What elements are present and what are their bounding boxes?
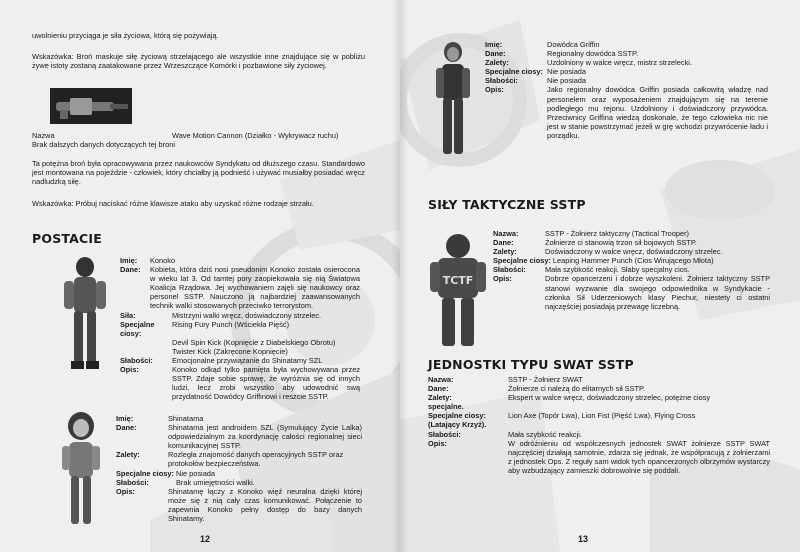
konoko-move-2: Devil Spin Kick (Kopnięcie z Diabelskiego Obrotu) (172, 337, 336, 347)
page-number-left: 12 (200, 534, 211, 544)
konoko-name-row: Imię: Konoko (120, 256, 176, 265)
intro-text: uwolnieniu przyciąga je siła życiowa, którą się pożywiają. (32, 31, 219, 40)
swat-moves-row: Specjalne ciosy: Lion Axe (Topór Lwa), Lion Fist (Pięść Lwa), Flying Cross (428, 411, 696, 421)
konoko-weakness-row: Słabości: Emocjonalne przywiązanie do Shinatamy SZL (120, 356, 323, 366)
trooper-info (493, 229, 770, 311)
weapon-name-label: Nazwa (32, 131, 55, 140)
griffin-desc-row: Opis: Jako regionalny dowódca Griffin posiada całkowitą władzę nad personelem oraz wyposażeniem znajdującym się na terenie podległego mu rejonu. Uzdolniony i doświadczony przywódca. Przeciwnicy Griffina wiedzą doskonale, że tego człowieka nic nie jest w stanie powstrzymać jeżeli w grę wchodzi przywrócenie ładu i porządku. (485, 85, 768, 140)
konoko-data-row: Dane: Kobieta, która dziś nosi pseudonim Konoko została osierocona w wieku lat 3. Od tamtej pory zaopiekowała się nią Światowa Koalicja Rządowa. Jej wychowaniem zajęli się naukowcy oraz personel SSTP. Nauczono ją najbardziej zaawansowanych technik walki stosowanych przeciwko terrorystom. (120, 265, 360, 311)
konoko-desc-row: Opis: Konoko odkąd tylko pamięta była wychowywana przez SSTP. Zdaje sobie sprawę, że wyróżnia się od innych ludzi, lecz zrobi wszystko aby udowodnić swą przydatność Dowódcy Griffinowi i reszcie SSTP. (120, 365, 360, 402)
weapon-info (32, 131, 372, 149)
swat-moves-row-cont: (Latający Krzyż). (428, 420, 487, 430)
konoko-move-3: Twister Kick (Zakręcone Kopnięcie) (172, 346, 288, 356)
section-title-characters: POSTACIE (32, 231, 102, 246)
griffin-data-row: Dane: Regionalny dowódca SSTP. (485, 49, 639, 59)
swat-desc-row: Opis: W odróżnieniu od współczesnych jednostek SWAT żołnierze SSTP SWAT najczęściej działają samotnie, zdarza się jednak, że współpracują z żołnierzami z jednostek Ops. Z reguły sam widok tych opancerzonych olbrzymów wystarczy aby wzbudzający zamieszki dobrowolnie się poddali. (428, 438, 770, 475)
swat-data-row: Dane: Żołnierze ci należą do elitarnych sił SSTP. (428, 384, 646, 394)
trooper-data-row: Dane: Żołnierze ci stanowią trzon sił bojowych SSTP. (493, 238, 697, 248)
trooper-pros-row: Zalety: Doświadczony w walce wręcz, doświadczony strzelec. (493, 247, 723, 257)
griffin-portrait (428, 40, 478, 160)
book-gutter (392, 0, 408, 552)
shinatama-moves-row: Specjalne ciosy: Nie posiada (116, 468, 216, 478)
trooper-name-row: Nazwa: SSTP - Żołnierz taktyczny (Tactical Trooper) (493, 229, 690, 238)
weapon-no-data: Brak dalszych danych dotyczących tej broni (32, 140, 175, 150)
shinatama-info (116, 414, 362, 523)
shinatama-data-row: Dane: Shinatama jest androidem SZL (Symulujący Życie Lalka) odpowiedzialnym za koordynację całości regionalnej sieci komunikacyjnej SSTP. (116, 423, 362, 451)
trooper-weakness-row: Słabości: Mała szybkość reakcji. Słaby specjalny cios. (493, 265, 690, 275)
section-title-swat: JEDNOSTKI TYPU SWAT SSTP (428, 357, 634, 372)
shinatama-desc-row: Opis: Shinatamę łączy z Konoko więź neuralna dzięki której może się z nią cały czas komunikować. Połączenie to zapewnia Konoko pełny dostęp do bazy danych Shinatamy. (116, 486, 362, 524)
page-number-right: 13 (578, 534, 589, 544)
griffin-moves-row: Specjalne ciosy: Nie posiada (485, 67, 587, 77)
hint-text-2: Wskazówka: Próbuj naciskać różne klawisze ataku aby uzyskać różne rodzaje strzału. (32, 199, 314, 208)
shinatama-portrait (56, 410, 106, 530)
swat-pros-row-cont: specjalne. (428, 402, 464, 412)
swat-name-row: Nazwa: SSTP - Żołnierz SWAT (428, 375, 583, 384)
shinatama-weakness-row: Słabości: Brak umiejętności walki. (116, 477, 255, 487)
konoko-info (120, 256, 360, 402)
weapon-description: Ta potężna broń była opracowywana przez naukowców Syndykatu od dłuższego czasu. Standardowo jest montowana na pojeździe - człowiek, który chciałby ją podnieść i używać musiałby posiadać wręcz nadludzką siłę. (32, 159, 365, 187)
shinatama-name-row: Imię: Shinatama (116, 414, 204, 423)
konoko-portrait (56, 255, 114, 373)
trooper-desc-row: Opis: Dobrze opancerzeni i dobrze wyszkoleni. Żołnierz taktyczny SSTP stanowi wyzwanie dla swojego odpowiednika w Syndykacie - członka Sił Uderzeniowych klasy Piechur, niestety ci ostatni najczęściej posiadają przewagę liczebną. (493, 274, 770, 311)
konoko-moves-row: Specjalne ciosy: Rising Fury Punch (Wściekła Pięść) (120, 319, 290, 338)
griffin-weakness-row: Słabości: Nie posiada (485, 76, 587, 86)
griffin-pros-row: Zalety: Uzdolniony w walce wręcz, mistrz strzelecki. (485, 58, 692, 68)
trooper-vest-text: TCTF (442, 274, 474, 287)
trooper-moves-row: Specjalne ciosy: Leaping Hammer Punch (Cios Wirującego Młota) (493, 256, 714, 266)
shinatama-pros-row: Zalety: Rozległa znajomość danych operacyjnych SSTP oraz protokołów bezpieczeństwa. (116, 450, 344, 469)
griffin-name-row: Imię: Dowódca Griffin (485, 40, 600, 49)
swat-weakness-row: Słabości: Mała szybkość reakcji. (428, 429, 582, 439)
swat-pros-row: Zalety: Ekspert w walce wręcz, doświadczony strzelec, potężne ciosy (428, 393, 711, 403)
tactical-trooper-portrait (428, 232, 488, 350)
konoko-strength-row: Siła: Mistrzyni walki wręcz, doświadczony strzelec. (120, 310, 322, 320)
right-page (400, 0, 800, 552)
weapon-name-value: Wave Motion Cannon (Działko - Wykrywacz ruchu) (172, 131, 339, 140)
section-title-tactical: SIŁY TAKTYCZNE SSTP (428, 197, 586, 212)
wave-motion-cannon-image (50, 88, 132, 124)
griffin-info (485, 40, 768, 140)
swat-info (428, 375, 770, 475)
hint-text-1: Wskazówka: Broń maskuje siłę życiową strzelającego ale wszystkie inne znajdujące się w pobliżu żywe istoty zostaną zaatakowane przez Wrzeszczące Komórki i pozbawione siły życiowej. (32, 52, 365, 71)
